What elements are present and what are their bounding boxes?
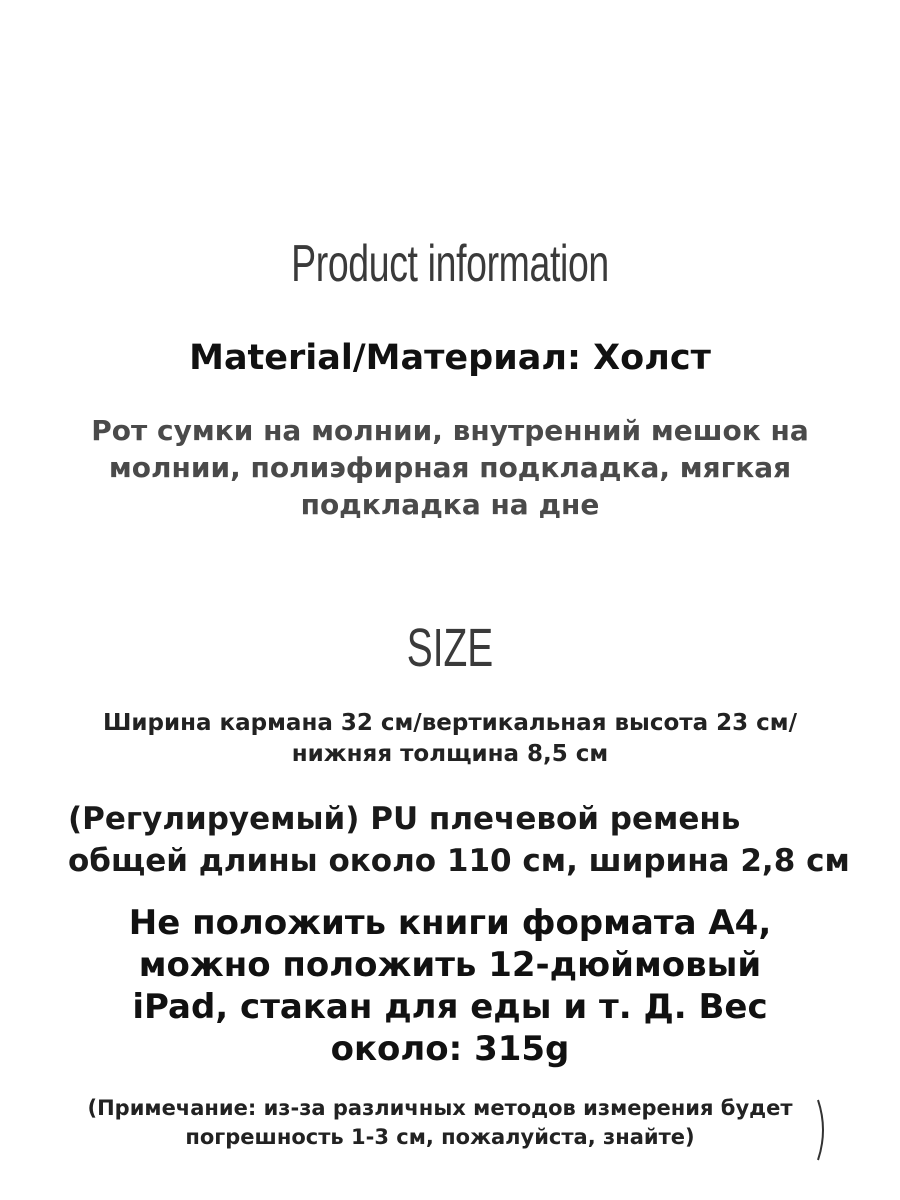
material-line: Material/Материал: Холст [189,338,711,378]
strap-line-2: общей длины около 110 см, ширина 2,8 см [68,843,850,879]
capacity-weight-text: Не положить книги формата А4, можно положить 12-дюймовый iPad, стакан для еды и т. Д. Вес около: 315g [128,903,772,1069]
size-heading: SIZE [406,618,494,678]
closing-paren-mark [812,1098,832,1162]
dimensions-text: Ширина кармана 32 см/вертикальная высота 23 см/нижняя толщина 8,5 см [103,710,797,767]
product-info-heading: Product information [291,235,609,293]
strap-description [60,798,860,882]
strap-line-1: (Регулируемый) PU плечевой ремень [68,801,741,837]
measurement-note: (Примечание: из-за различных методов измерения будет погрешность 1-3 см, пожалуйста, знайте) [87,1096,793,1149]
features-description: Рот сумки на молнии, внутренний мешок на молнии, полиэфирная подкладка, мягкая подкладка на дне [91,414,809,521]
